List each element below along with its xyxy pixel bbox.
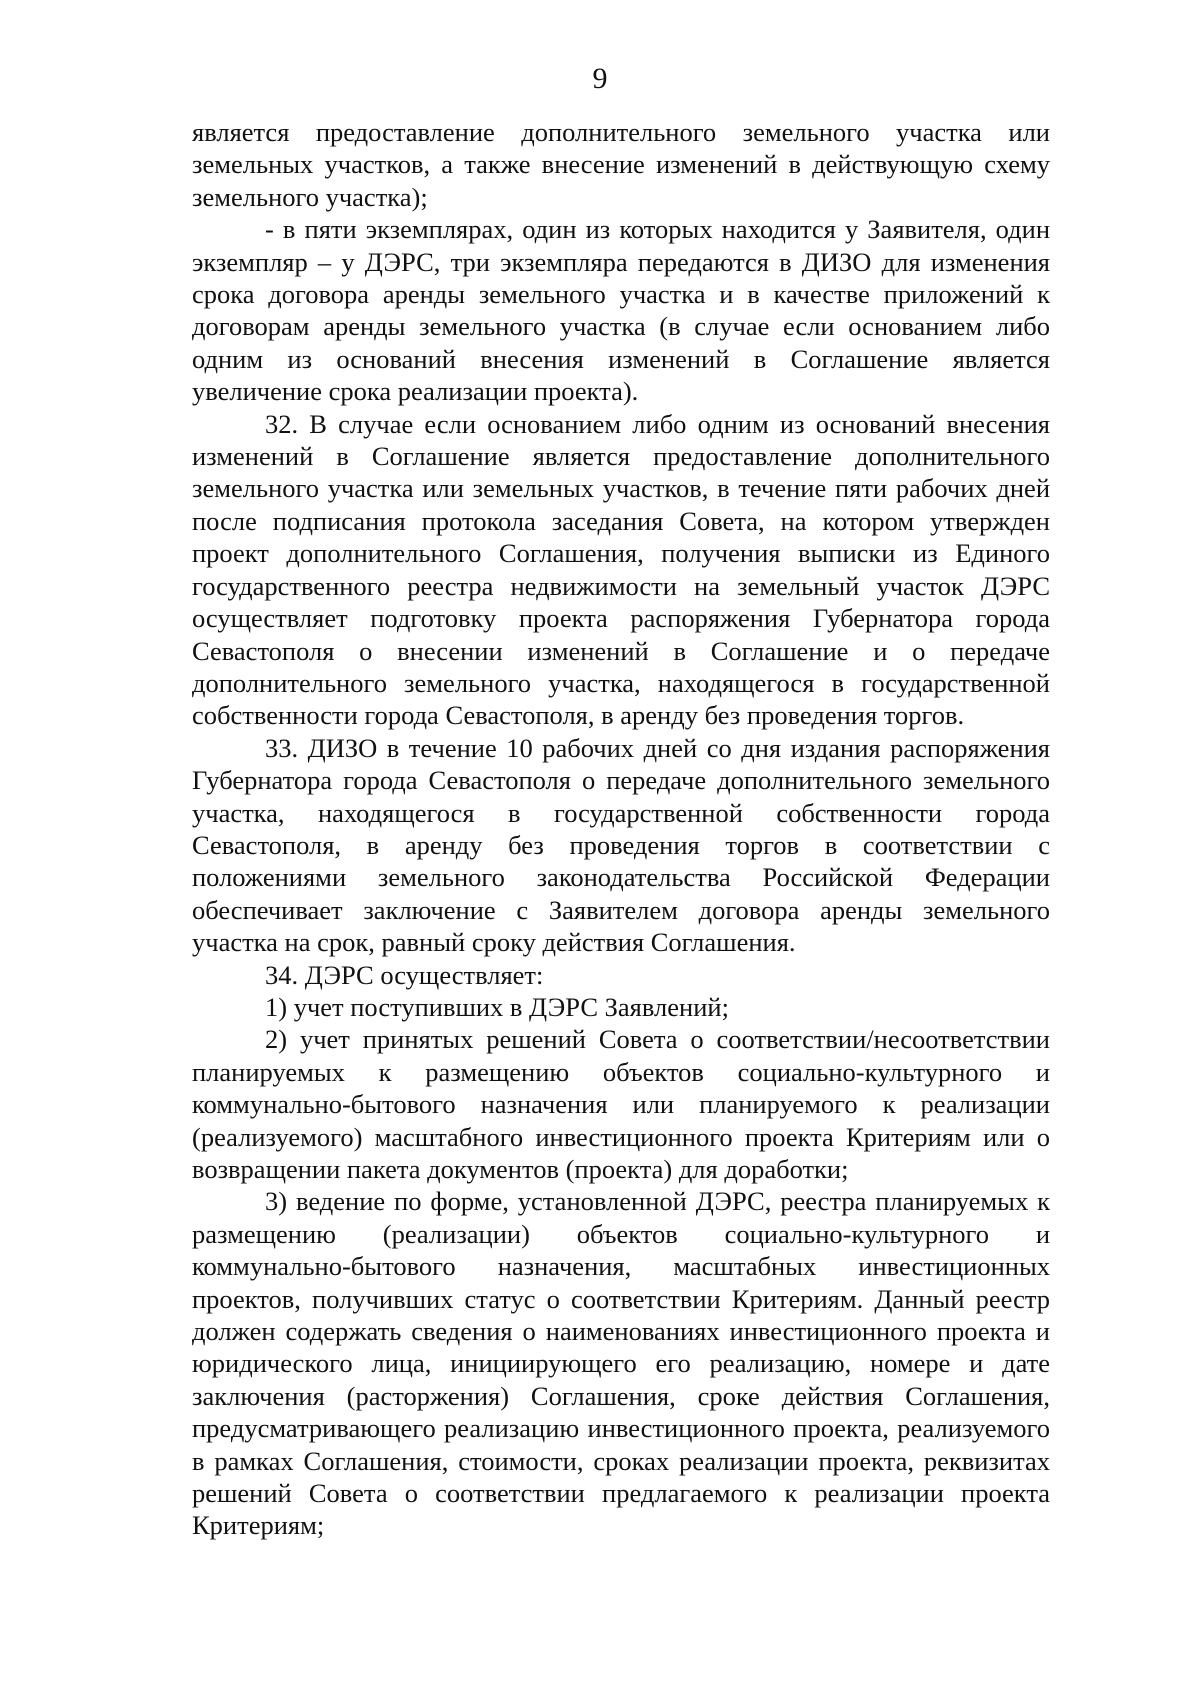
paragraph-subitem-1: 1) учет поступивших в ДЭРС Заявлений; — [265, 991, 729, 1022]
paragraph-item-33: 33. ДИЗО в течение 10 рабочих дней со дня издания распоряжения Губернатора города Севастополя о передаче дополнительного земельного участка, находящегося в государственной собственности города Севастополя, в аренду без проведения торгов в соответствии с положениями земельного законодательства Российской Федерации обеспечивает заключение с Заявителем договора аренды земельного участка на срок, равный сроку действия Соглашения. — [192, 732, 1050, 958]
paragraph-five-copies: - в пяти экземплярах, один из которых находится у Заявителя, один экземпляр – у ДЭРС, три экземпляра передаются в ДИЗО для изменения срока договора аренды земельного участка и в качестве приложений к договорам аренды земельного участка (в случае если основанием либо одним из оснований внесения изменений в Соглашение является увеличение срока реализации проекта). — [192, 214, 1050, 407]
paragraph-subitem-2: 2) учет принятых решений Совета о соответствии/несоответствии планируемых к размещению объектов социально-культурного и коммунально-бытового назначения или планируемого к реализации (реализуемого) масштабного инвестиционного проекта Критериям или о возвращении пакета документов (проекта) для доработки; — [192, 1024, 1050, 1184]
page-number: 9 — [592, 62, 608, 95]
paragraph-continuation: является предоставление дополнительного земельного участка или земельных участков, а также внесение изменений в действующую схему земельного участка); — [192, 117, 1050, 212]
paragraph-item-34: 34. ДЭРС осуществляет: — [265, 959, 544, 990]
paragraph-item-32: 32. В случае если основанием либо одним из оснований внесения изменений в Соглашение является предоставление дополнительного земельного участка или земельных участков, в течение пяти рабочих дней после подписания протокола заседания Совета, на котором утвержден проект дополнительного Соглашения, получения выписки из Единого государственного реестра недвижимости на земельный участок ДЭРС осуществляет подготовку проекта распоряжения Губернатора города Севастополя о внесении изменений в Соглашение и о передаче дополнительного земельного участка, находящегося в государственной собственности города Севастополя, в аренду без проведения торгов. — [192, 408, 1050, 731]
paragraph-subitem-3: 3) ведение по форме, установленной ДЭРС, реестра планируемых к размещению (реализации) объектов социально-культурного и коммунально-бытового назначения, масштабных инвестиционных проектов, получивших статус о соответствии Критериям. Данный реестр должен содержать сведения о наименованиях инвестиционного проекта и юридического лица, инициирующего его реализацию, номере и дате заключения (расторжения) Соглашения, сроке действия Соглашения, предусматривающего реализацию инвестиционного проекта, реализуемого в рамках Соглашения, стоимости, сроках реализации проекта, реквизитах решений Совета о соответствии предлагаемого к реализации проекта Критериям; — [192, 1186, 1050, 1541]
document-body — [192, 116, 1050, 1542]
